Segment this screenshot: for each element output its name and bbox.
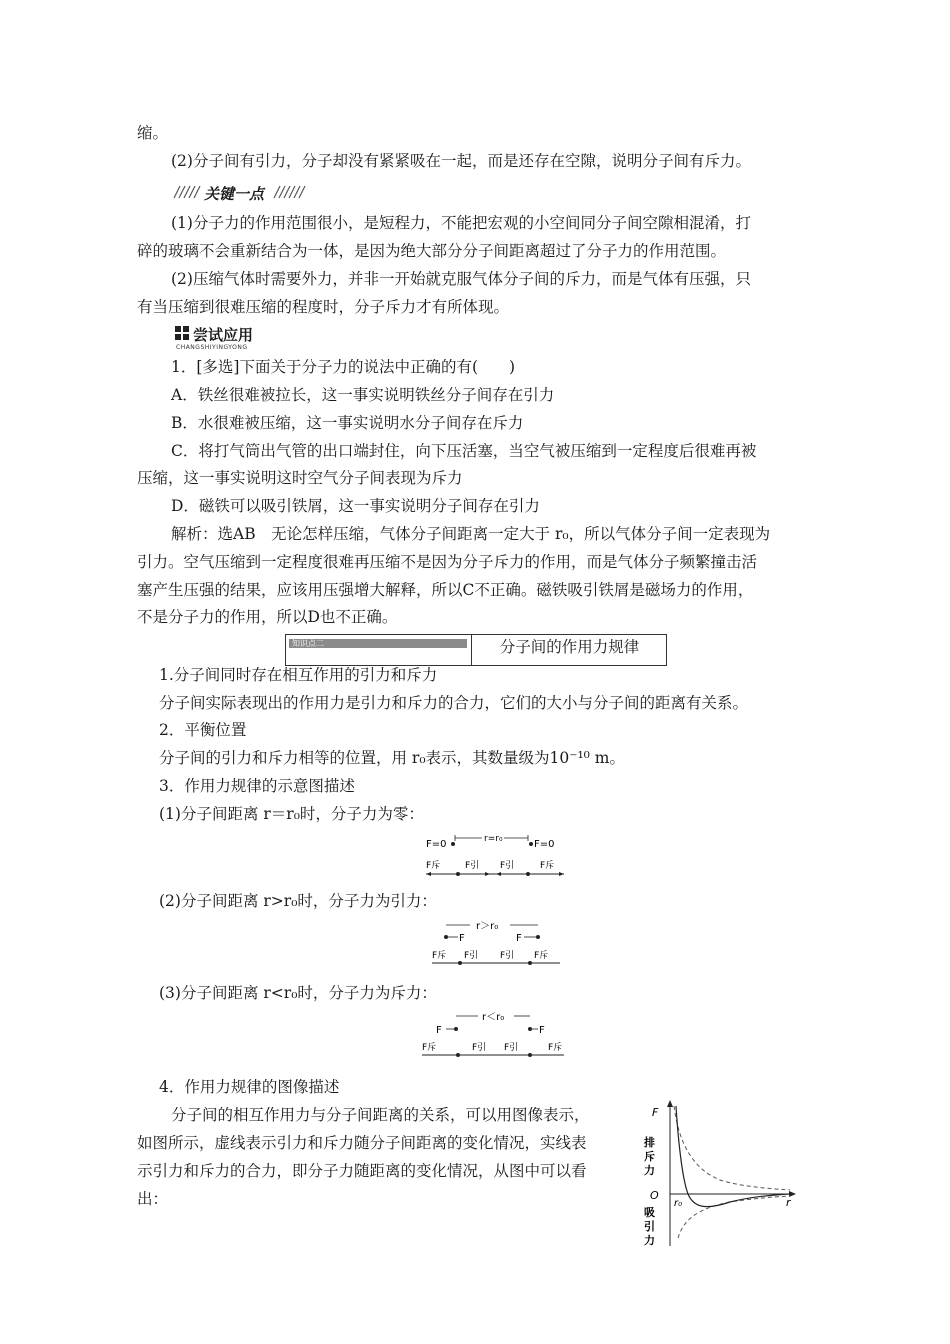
- solution: 塞产生压强的结果，应该用压强增大解释，所以C不正确。磁铁吸引铁屑是磁场力的作用，: [137, 581, 754, 599]
- net-force-curve: [676, 1106, 790, 1207]
- case-1: (1)分子间距离 r＝r₀时，分子力为零：: [159, 805, 424, 823]
- attraction-label: 引: [644, 1220, 655, 1233]
- diagram-label: F引: [500, 951, 515, 961]
- text-line: 碎的玻璃不会重新结合为一体，是因为绝大部分分子间距离超过了分子力的作用范围。: [137, 242, 727, 260]
- text-line: 示引力和斥力的合力，即分子力随距离的变化情况，从图中可以看: [137, 1162, 587, 1180]
- diagram-label: F引: [500, 861, 515, 871]
- text-line: 分子间的引力和斥力相等的位置，用 r₀表示，其数量级为10⁻¹⁰ m。: [159, 749, 626, 767]
- repulsion-label: 斥: [644, 1150, 655, 1163]
- section-tag: 知识点二: [289, 639, 467, 648]
- subheading: 2．平衡位置: [159, 721, 247, 739]
- diagram-label: F斥: [422, 1043, 437, 1053]
- text-line: 如图所示，虚线表示引力和斥力随分子间距离的变化情况，实线表: [137, 1134, 587, 1152]
- force-diagram-repel: [418, 1006, 568, 1058]
- diagram-label: F=0: [426, 839, 447, 850]
- keypoint-header: [172, 183, 312, 201]
- diagram-label: r＜r₀: [482, 1012, 505, 1023]
- diagram-label: F引: [472, 1043, 487, 1053]
- origin-label: O: [650, 1189, 659, 1202]
- attraction-label: 力: [644, 1234, 655, 1247]
- keypoint-title: 关键一点: [204, 185, 265, 203]
- diagram-label: F引: [465, 861, 480, 871]
- section-title: 分子间的作用力规律: [471, 635, 667, 665]
- option-d: D．磁铁可以吸引铁屑，这一事实说明分子间存在引力: [171, 497, 540, 515]
- question: 1．[多选]下面关于分子力的说法中正确的有( ): [171, 358, 516, 376]
- repulsion-label: 力: [644, 1164, 655, 1177]
- text-line: 缩。: [137, 124, 169, 142]
- r0-label: r₀: [674, 1198, 683, 1209]
- try-logo-icon: [175, 326, 189, 340]
- diagram-label: F斥: [432, 951, 447, 961]
- diagram-label: F斥: [548, 1043, 563, 1053]
- text-line: 分子间的相互作用力与分子间距离的关系，可以用图像表示，: [171, 1106, 590, 1124]
- text-line: (2)分子间有引力，分子却没有紧紧吸在一起，而是还存在空隙，说明分子间有斥力。: [171, 152, 751, 170]
- diagram-label: F: [436, 1025, 442, 1036]
- attraction-curve: [678, 1196, 790, 1238]
- attraction-label: 吸: [644, 1206, 655, 1219]
- option-a: A．铁丝很难被拉长，这一事实说明铁丝分子间存在引力: [171, 386, 555, 404]
- diagram-label: F斥: [540, 861, 555, 871]
- text-line: 有当压缩到很难压缩的程度时，分子斥力才有所体现。: [137, 298, 510, 316]
- option-b: B．水很难被压缩，这一事实说明水分子间存在斥力: [171, 414, 524, 432]
- text-line: (1)分子力的作用范围很小，是短程力，不能把宏观的小空间同分子间空隙相混淆，打: [171, 214, 751, 232]
- diagram-label: F引: [464, 951, 479, 961]
- option-c: 压缩，这一事实说明这时空气分子间表现为斥力: [137, 469, 463, 487]
- diagram-label: F: [459, 933, 465, 944]
- diagram-label: r=r₀: [484, 834, 503, 844]
- diagram-label: F斥: [534, 951, 549, 961]
- diagram-label: r＞r₀: [476, 921, 499, 932]
- diagram-label: F: [516, 933, 522, 944]
- text-line: 出：: [137, 1190, 169, 1208]
- text-line: (2)压缩气体时需要外力，并非一开始就克服气体分子间的斥力，而是气体有压强，只: [171, 270, 751, 288]
- diagram-label: F: [539, 1025, 545, 1036]
- try-title: 尝试应用: [193, 326, 254, 344]
- section-header: [285, 634, 667, 666]
- diagram-label: F=0: [534, 839, 555, 850]
- subheading: 3．作用力规律的示意图描述: [159, 777, 355, 795]
- axis-label-f: F: [652, 1106, 659, 1119]
- try-subtitle: CHANGSHIYINGYONG: [176, 344, 248, 351]
- diagram-label: F斥: [426, 861, 441, 871]
- solution: 引力。空气压缩到一定程度很难再压缩不是因为分子斥力的作用，而是气体分子频繁撞击活: [137, 553, 758, 571]
- solution: 不是分子力的作用，所以D也不正确。: [137, 608, 398, 626]
- text-line: 分子间实际表现出的作用力是引力和斥力的合力，它们的大小与分子间的距离有关系。: [159, 694, 749, 712]
- force-diagram-equal: [420, 830, 570, 880]
- force-distance-graph: [640, 1098, 800, 1248]
- diagram-label: F引: [504, 1043, 519, 1053]
- repulsion-curve: [674, 1106, 790, 1190]
- force-diagram-attract: [428, 915, 568, 967]
- solution: 解析：选AB 无论怎样压缩，气体分子间距离一定大于 r₀，所以气体分子间一定表现为: [171, 525, 771, 543]
- subheading: 4．作用力规律的图像描述: [159, 1078, 340, 1096]
- subheading: 1.分子间同时存在相互作用的引力和斥力: [159, 666, 438, 684]
- case-3: (3)分子间距离 r<r₀时，分子力为斥力：: [159, 984, 437, 1002]
- axis-label-r: r: [786, 1196, 791, 1209]
- case-2: (2)分子间距离 r>r₀时，分子力为引力：: [159, 892, 437, 910]
- option-c: C．将打气筒出气管的出口端封住，向下压活塞，当空气被压缩到一定程度后很难再被: [171, 442, 757, 460]
- repulsion-label: 排: [644, 1136, 655, 1149]
